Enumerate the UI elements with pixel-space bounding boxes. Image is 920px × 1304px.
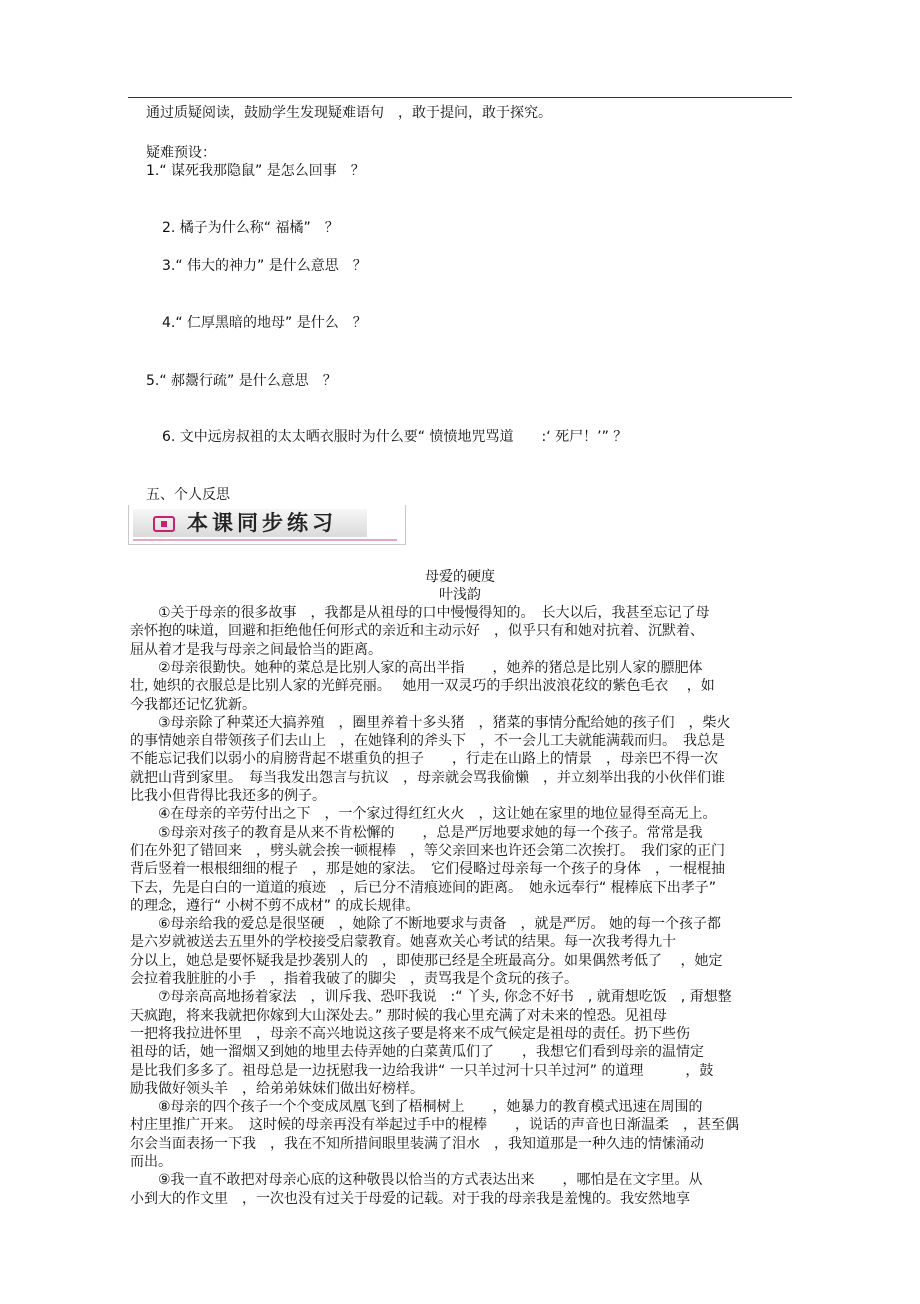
article-line: ⑧母亲的四个孩子一个个变成凤凰飞到了梧桐树上 ，她暴力的教育模式迅速在周围的 xyxy=(130,1099,703,1115)
article-line: 天疯跑，将来我就把你嫁到大山深处去。” 那时候的我心里充满了对未来的惶恐。见祖母 xyxy=(130,1008,667,1024)
article-line: 村庄里推广开来。 这时候的母亲再没有举起过手中的棍棒 ，说话的声音也日渐温柔 ，甚至偶 xyxy=(130,1117,739,1133)
article-line: 亲怀抱的味道，回避和拒绝他任何形式的亲近和主动示好 ，似乎只有和她对抗着、沉默着、 xyxy=(130,623,704,639)
article-line: 们在外犯了错回来 ，劈头就会挨一顿棍棒 ，等父亲回来也许还会第二次挨打。 我们家的正门 xyxy=(130,843,725,859)
section-five-heading: 五、个人反思 xyxy=(146,487,230,503)
article-line: ⑨我一直不敢把对母亲心底的这种敬畏以恰当的方式表达出来 ，哪怕是在文字里。从 xyxy=(130,1172,703,1188)
article-line: 励我做好领头羊 ，给弟弟妹妹们做出好榜样。 xyxy=(130,1081,424,1097)
article-author: 叶浅韵 xyxy=(439,587,481,603)
article-line: 的理念，遵行“ 小树不剪不成材” 的成长规律。 xyxy=(130,898,420,914)
article-line: 是六岁就被送去五里外的学校接受启蒙教育。她喜欢关心考试的结果。每一次我考得九十 xyxy=(130,934,676,950)
article-line: 背后竖着一根根细细的棍子 ，那是她的家法。 它们侵略过母亲每一个孩子的身体 ，一棍棍抽 xyxy=(130,861,725,877)
article-line: 比我小但背得比我还多的例子。 xyxy=(130,788,326,804)
article-line: 是比我们多多了。祖母总是一边抚慰我一边给我讲“ 一只羊过河十只羊过河” 的道理 ，鼓 xyxy=(130,1063,714,1079)
preset-label: 疑难预设： xyxy=(146,145,216,161)
article-line: ②母亲很勤快。她种的菜总是比别人家的高出半指 ，她养的猪总是比别人家的膘肥体 xyxy=(130,660,703,676)
article-line: 的事情她亲自带领孩子们去山上 ，在她锋利的斧头下 ，不一会儿工夫就能满载而归。 我总是 xyxy=(130,733,725,749)
article-line: ⑦母亲高高地扬着家法 ，训斥我、恐吓我说 :“ 丫头, 你念不好书 , 就甭想吃饭 , 甭想整 xyxy=(130,989,732,1005)
question-4: 4.“ 仁厚黑暗的地母” 是什么 ？ xyxy=(162,315,367,331)
banner-title: 本课同步练习 xyxy=(187,510,337,535)
question-3: 3.“ 伟大的神力” 是什么意思 ？ xyxy=(162,258,367,274)
practice-banner xyxy=(128,505,406,545)
intro-text: 通过质疑阅读，鼓励学生发现疑难语句 ，敢于提问，敢于探究。 xyxy=(146,105,552,121)
article-line: 小到大的作文里 ，一次也没有过关于母爱的记载。对于我的母亲我是羞愧的。我安然地享 xyxy=(130,1191,690,1207)
article-line: ③母亲除了种菜还大搞养殖 ，圈里养着十多头猪 ，猪菜的事情分配给她的孩子们 ，柴火 xyxy=(130,715,731,731)
article-line: ⑥母亲给我的爱总是很坚硬 ，她除了不断地要求与责备 ，就是严厉。 她的每一个孩子都 xyxy=(130,916,721,932)
question-6: 6. 文中远房叔祖的太太晒衣服时为什么要“ 愤愤地咒骂道 :‘ 死尸！’” ？ xyxy=(162,429,628,445)
article-line: 会拉着我脏脏的小手 ，指着我破了的脚尖 ，责骂我是个贪玩的孩子。 xyxy=(130,971,578,987)
question-2: 2. 橘子为什么称“ 福橘” ？ xyxy=(162,220,339,236)
article-line: 祖母的话，她一溜烟又到她的地里去侍弄她的白菜黄瓜们了 ，我想它们看到母亲的温情定 xyxy=(130,1044,704,1060)
monitor-icon xyxy=(153,516,175,532)
article-line: 就把山背到家里。 每当我发出怨言与抗议 ，母亲就会骂我偷懒 ，并立刻举出我的小伙伴们谁 xyxy=(130,770,725,786)
article-line: 今我都还记忆犹新。 xyxy=(130,697,256,713)
header-rule xyxy=(128,97,792,98)
article-line: 而出。 xyxy=(130,1154,172,1170)
article-line: 一把将我拉进怀里 ，母亲不高兴地说这孩子要是将来不成气候定是祖母的责任。扔下些伤 xyxy=(130,1026,690,1042)
article-title: 母爱的硬度 xyxy=(425,569,495,585)
article-line: ①关于母亲的很多故事 ，我都是从祖母的口中慢慢得知的。 长大以后，我甚至忘记了母 xyxy=(130,605,710,621)
question-5: 5.“ 郝鬶行疏” 是什么意思 ？ xyxy=(146,373,337,389)
article-line: ④在母亲的辛劳付出之下 ，一个家过得红红火火 ，这让她在家里的地位显得至高无上。 xyxy=(130,806,717,822)
question-1: 1.“ 谋死我那隐鼠” 是怎么回事 ？ xyxy=(146,163,365,179)
article-line: 壮, 她织的衣服总是比别人家的光鲜亮丽。 她用一双灵巧的手织出波浪花纹的紫色毛衣 ，如 xyxy=(130,678,715,694)
article-line: 屈从着才是我与母亲之间最恰当的距离。 xyxy=(130,642,382,658)
article-line: 分以上，她总是要怀疑我是抄袭别人的 ，即使那已经是全班最高分。如果偶然考低了 ，她定 xyxy=(130,953,723,969)
article-line: 下去，先是白白的一道道的痕迹 ，后已分不清痕迹间的距离。 她永远奉行“ 棍棒底下出孝子” xyxy=(130,880,716,896)
banner-underline xyxy=(133,539,397,541)
article-line: 尔会当面表扬一下我 ，我在不知所措间眼里装满了泪水 ，我知道那是一种久违的情愫涌动 xyxy=(130,1136,704,1152)
article-line: ⑤母亲对孩子的教育是从来不肯松懈的 ，总是严厉地要求她的每一个孩子。常常是我 xyxy=(130,825,703,841)
article-line: 不能忘记我们以弱小的肩膀背起不堪重负的担子 ，行走在山路上的情景 ，母亲巴不得一次 xyxy=(130,751,718,767)
